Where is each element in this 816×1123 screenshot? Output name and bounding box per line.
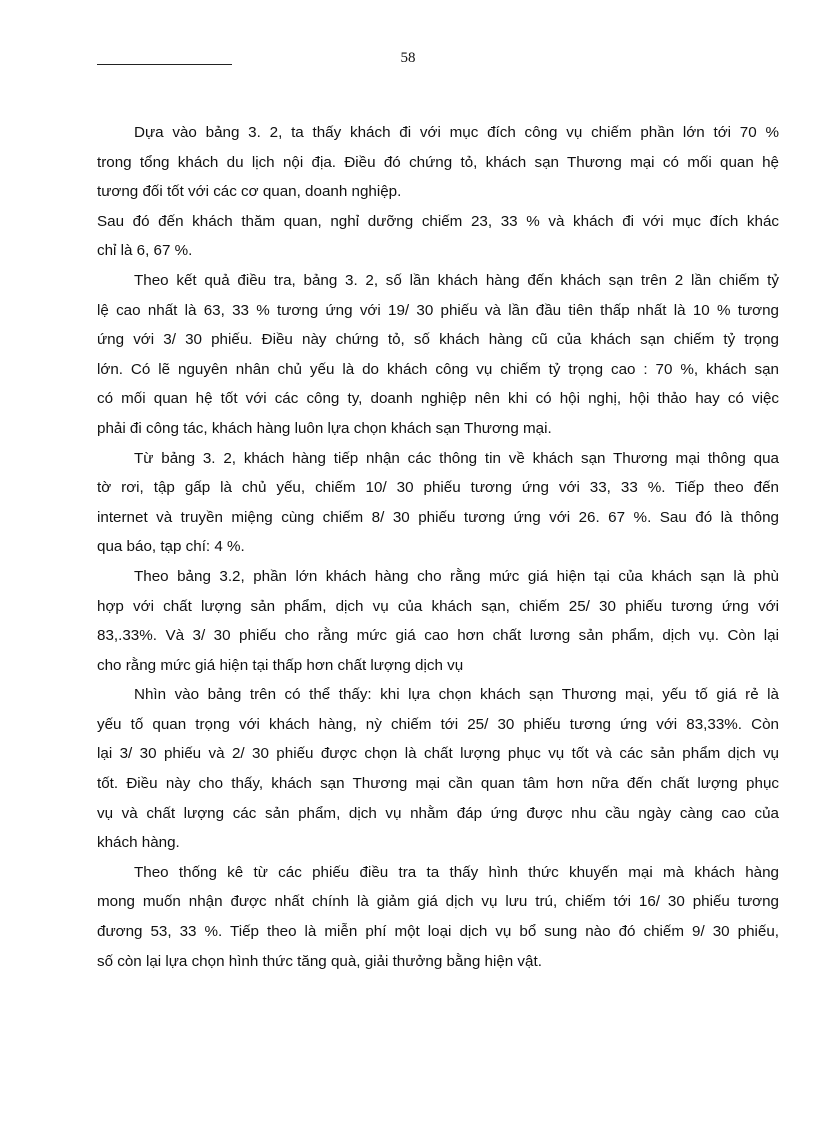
text-line: hợp với chất lượng sản phẩm, dịch vụ của khách sạn, chiếm 25/ 30 phiếu tương ứng với xyxy=(97,597,779,615)
paragraph xyxy=(97,858,779,976)
text-line: Theo thống kê từ các phiếu điều tra ta thấy hình thức khuyến mại mà khách hàng xyxy=(134,863,779,881)
text-line: tương đối tốt với các cơ quan, doanh nghiệp. xyxy=(97,183,402,201)
body-text xyxy=(97,118,779,976)
text-line: 83,.33%. Và 3/ 30 phiếu cho rằng mức giá cao hơn chất lương sản phẩm, dịch vụ. Còn lại xyxy=(97,627,779,645)
text-line: Sau đó đến khách thăm quan, nghỉ dưỡng chiếm 23, 33 % và khách đi với mục đích khác xyxy=(97,212,779,230)
paragraph xyxy=(97,562,779,680)
text-line: lại 3/ 30 phiếu và 2/ 30 phiếu được chọn là chất lượng phục vụ tốt và các sản phẩm dịch vụ xyxy=(97,745,779,763)
text-line: internet và truyền miệng cùng chiếm 8/ 30 phiếu tương ứng với 26. 67 %. Sau đó là thông xyxy=(97,508,779,526)
text-line: có mối quan hệ tốt với các công ty, doanh nghiệp nên khi có hội nghị, hội thảo hay có việc xyxy=(97,390,779,408)
page-number: 58 xyxy=(400,50,416,66)
text-line: Theo bảng 3.2, phần lớn khách hàng cho rằng mức giá hiện tại của khách sạn là phù xyxy=(134,567,779,585)
paragraph xyxy=(97,266,779,444)
text-line: lớn. Có lẽ nguyên nhân chủ yếu là do khách công vụ chiếm tỷ trọng cao : 70 %, khách sạn xyxy=(97,360,779,378)
text-line: đương 53, 33 %. Tiếp theo là miễn phí một loại dịch vụ bổ sung nào đó chiếm 9/ 30 phiếu, xyxy=(97,923,779,941)
paragraph xyxy=(97,444,779,562)
text-line: chỉ là 6, 67 %. xyxy=(97,242,193,260)
text-line: yếu tố quan trọng với khách hàng, nỳ chiếm tới 25/ 30 phiếu tương ứng với 83,33%. Còn xyxy=(97,715,779,733)
text-line: tốt. Điều này cho thấy, khách sạn Thương mại cần quan tâm hơn nữa đến chất lượng phục xyxy=(97,775,779,793)
text-line: Từ bảng 3. 2, khách hàng tiếp nhận các thông tin về khách sạn Thương mại thông qua xyxy=(134,449,779,467)
paragraph xyxy=(97,118,779,207)
text-line: Theo kết quả điều tra, bảng 3. 2, số lần khách hàng đến khách sạn trên 2 lần chiếm tỷ xyxy=(134,271,779,289)
text-line: mong muốn nhận được nhất chính là giảm giá dịch vụ lưu trú, chiếm tới 16/ 30 phiếu tương xyxy=(97,893,779,911)
text-line: phải đi công tác, khách hàng luôn lựa chọn khách sạn Thương mại. xyxy=(97,419,552,437)
text-line: qua báo, tạp chí: 4 %. xyxy=(97,538,245,556)
text-line: tờ rơi, tập gấp là chủ yếu, chiếm 10/ 30 phiếu tương ứng với 33, 33 %. Tiếp theo đến xyxy=(97,479,779,497)
text-line: lệ cao nhất là 63, 33 % tương ứng với 19/ 30 phiếu và lần đầu tiên thấp nhất là 10 % tương xyxy=(97,301,779,319)
text-line: cho rằng mức giá hiện tại thấp hơn chất lượng dịch vụ xyxy=(97,656,464,674)
text-line: vụ và chất lượng các sản phẩm, dịch vụ nhằm đáp ứng được nhu cầu ngày càng cao của xyxy=(97,804,779,822)
paragraph xyxy=(97,207,779,266)
text-line: số còn lại lựa chọn hình thức tăng quà, giải thưởng bằng hiện vật. xyxy=(97,952,542,970)
text-line: trong tổng khách du lịch nội địa. Điều đó chứng tỏ, khách sạn Thương mại có mối quan hệ xyxy=(97,153,779,171)
text-line: Nhìn vào bảng trên có thể thấy: khi lựa chọn khách sạn Thương mại, yếu tố giá rẻ là xyxy=(134,686,779,704)
text-line: ứng với 3/ 30 phiếu. Điều này chứng tỏ, số khách hàng cũ của khách sạn chiếm tỷ trọng xyxy=(97,331,779,349)
paragraph xyxy=(97,680,779,858)
text-line: Dựa vào bảng 3. 2, ta thấy khách đi với mục đích công vụ chiếm phần lớn tới 70 % xyxy=(134,124,779,141)
text-line: khách hàng. xyxy=(97,834,180,852)
